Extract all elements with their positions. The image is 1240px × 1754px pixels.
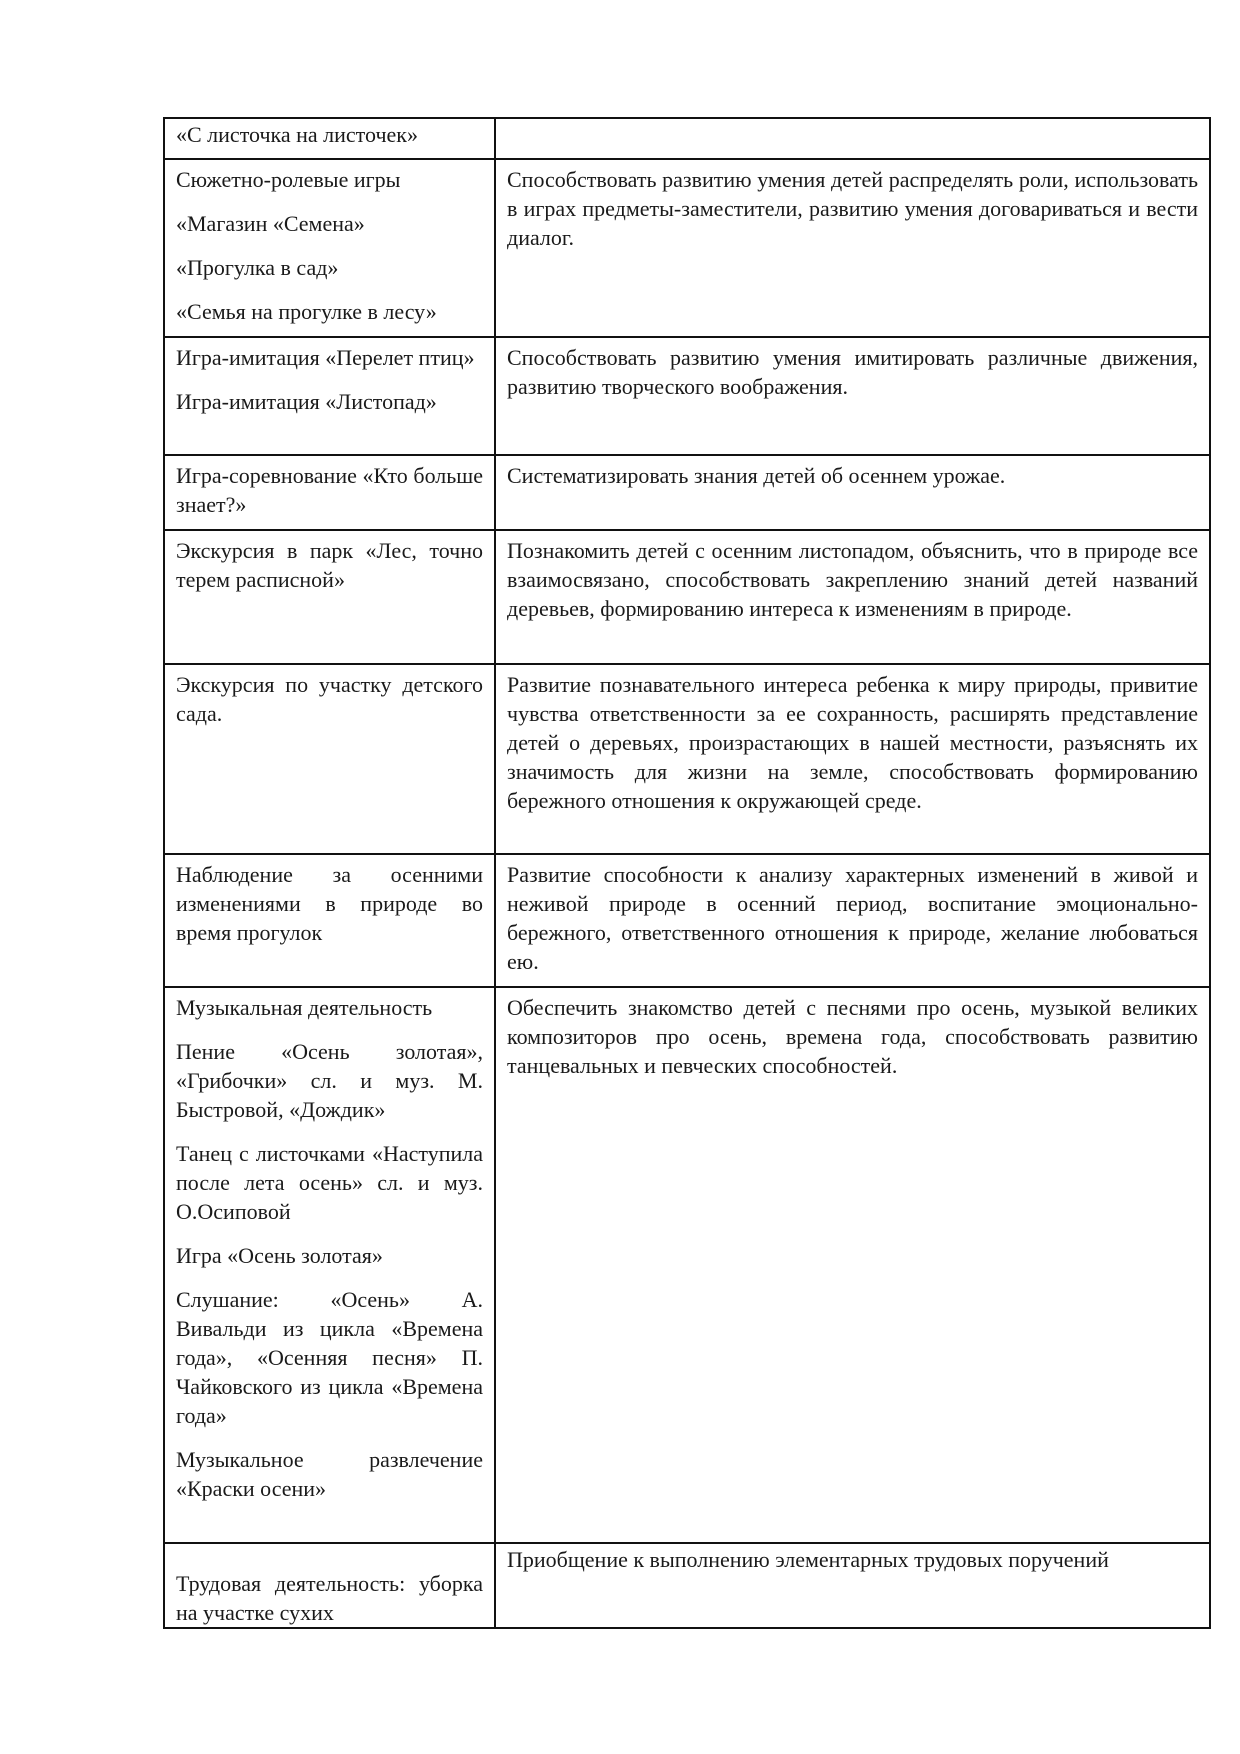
activity-text: «Магазин «Семена» [176, 211, 365, 236]
table-row [164, 664, 1210, 854]
activity-cell [164, 337, 495, 455]
goal-cell [495, 118, 1210, 159]
table-row [164, 1543, 1210, 1628]
activity-text: Слушание: «Осень» А. Вивальди из цикла «Времена года», «Осенняя песня» П. Чайковского из цикла «Времена года» [176, 1287, 483, 1428]
activity-text: Игра-имитация «Перелет птиц» [176, 345, 475, 370]
activity-text: «Семья на прогулке в лесу» [176, 299, 437, 324]
table-row [164, 854, 1210, 987]
goal-text: Развитие способности к анализу характерных изменений в живой и неживой природе в осенний период, воспитание эмоционально-бережного, ответственного отношения к природе, желание любоваться ею. [507, 862, 1198, 974]
activity-text: Игра «Осень золотая» [176, 1243, 383, 1268]
goal-text: Способствовать развитию умения детей распределять роли, использовать в играх предметы-заместители, развитию умения договариваться и вести диалог. [507, 167, 1198, 250]
activity-text: Трудовая деятельность: уборка на участке сухих [176, 1571, 483, 1625]
activity-cell [164, 118, 495, 159]
activity-cell [164, 1543, 495, 1628]
goal-cell [495, 854, 1210, 987]
activity-text: Экскурсия в парк «Лес, точно терем расписной» [176, 538, 483, 592]
table-row [164, 159, 1210, 337]
goal-cell [495, 664, 1210, 854]
activity-cell [164, 530, 495, 664]
activity-text: Музыкальная деятельность [176, 995, 433, 1020]
goal-text: Познакомить детей с осенним листопадом, объяснить, что в природе все взаимосвязано, способствовать закреплению знаний детей названий деревьев, формированию интереса к изменениям в природе. [507, 538, 1198, 621]
activity-cell [164, 455, 495, 530]
activity-text: Экскурсия по участку детского сада. [176, 672, 483, 726]
activity-cell [164, 854, 495, 987]
goal-cell [495, 455, 1210, 530]
activity-text: Игра-соревнование «Кто больше знает?» [176, 463, 483, 517]
goal-cell [495, 530, 1210, 664]
goal-cell [495, 1543, 1210, 1628]
activity-text: Игра-имитация «Листопад» [176, 389, 437, 414]
goal-text: Приобщение к выполнению элементарных трудовых поручений [507, 1547, 1109, 1572]
goal-text: Способствовать развитию умения имитировать различные движения, развитию творческого воображения. [507, 345, 1198, 399]
activity-cell [164, 664, 495, 854]
activity-text: «С листочка на листочек» [176, 122, 418, 147]
goal-cell [495, 987, 1210, 1543]
table-row [164, 455, 1210, 530]
activity-text: Танец с листочками «Наступила после лета осень» сл. и муз. О.Осиповой [176, 1141, 483, 1224]
table-row [164, 118, 1210, 159]
activity-cell [164, 987, 495, 1543]
table-row [164, 530, 1210, 664]
goal-cell [495, 159, 1210, 337]
activity-text: Сюжетно-ролевые игры [176, 167, 401, 192]
table-row [164, 987, 1210, 1543]
goal-text: Обеспечить знакомство детей с песнями про осень, музыкой великих композиторов про осень, времена года, способствовать развитию танцевальных и певческих способностей. [507, 995, 1198, 1078]
goal-text: Развитие познавательного интереса ребенка к миру природы, привитие чувства ответственности за ее сохранность, расширять представление детей о деревьях, произрастающих в нашей местности, разъяснять их значимость для жизни на земле, способствовать формированию бережного отношения к окружающей среде. [507, 672, 1198, 813]
activity-text: «Прогулка в сад» [176, 255, 339, 280]
table-row [164, 337, 1210, 455]
goal-text: Систематизировать знания детей об осеннем урожае. [507, 463, 1006, 488]
activity-text: Наблюдение за осенними изменениями в природе во время прогулок [176, 862, 483, 945]
activity-text: Музыкальное развлечение «Краски осени» [176, 1447, 483, 1501]
activity-text: Пение «Осень золотая», «Грибочки» сл. и муз. М. Быстровой, «Дождик» [176, 1039, 483, 1122]
activity-cell [164, 159, 495, 337]
activities-table [163, 117, 1211, 1629]
goal-cell [495, 337, 1210, 455]
